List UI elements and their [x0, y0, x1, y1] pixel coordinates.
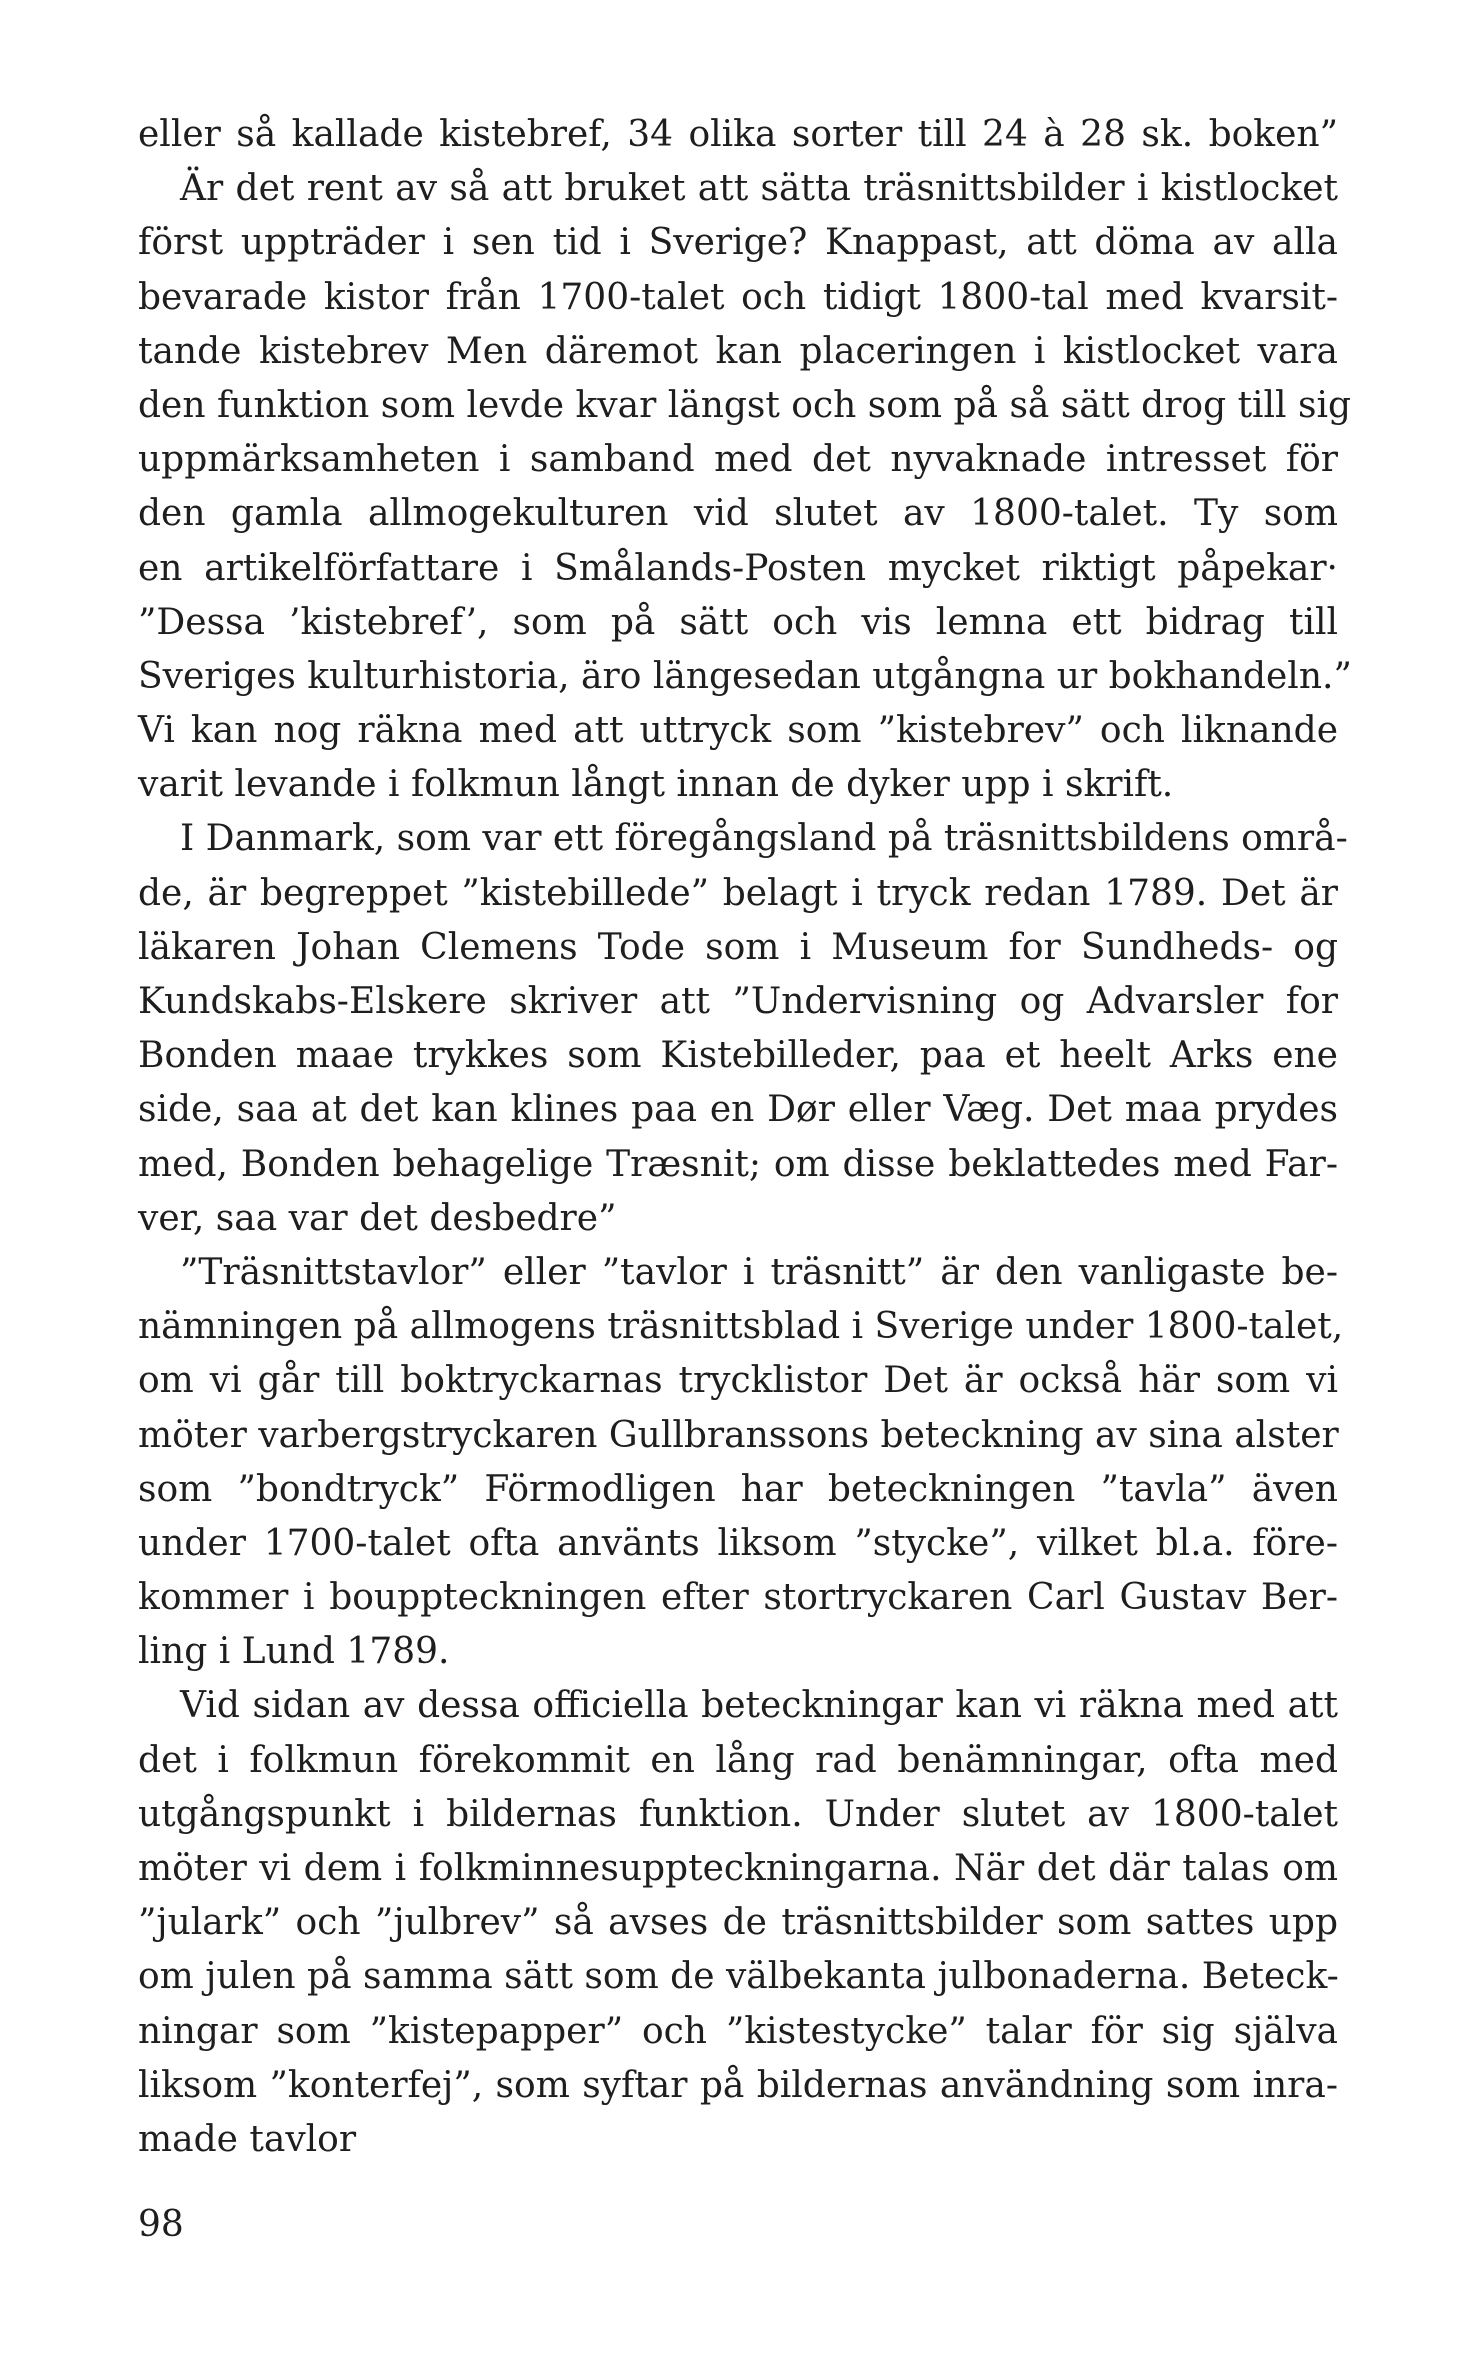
- text-line: Sveriges kulturhistoria, äro längesedan utgångna ur bokhandeln.”: [138, 655, 1352, 697]
- text-line: en artikelförfattare i Smålands-Posten mycket riktigt påpekar·: [138, 547, 1338, 589]
- text-line: Kundskabs-Elskere skriver att ”Undervisning og Advarsler for: [138, 981, 1338, 1022]
- text-line: den gamla allmogekulturen vid slutet av 1800-talet. Ty som: [138, 493, 1338, 535]
- book-page: [138, 108, 1352, 2338]
- text-line: Är det rent av så att bruket att sätta träsnittsbilder i kistlocket: [180, 168, 1338, 210]
- text-line: de, är begreppet ”kistebillede” belagt i tryck redan 1789. Det är: [138, 872, 1338, 914]
- text-line: made tavlor: [138, 2118, 357, 2160]
- text-line: som ”bondtryck” Förmodligen har beteckningen ”tavla” även: [138, 1468, 1338, 1510]
- text-line: utgångspunkt i bildernas funktion. Under slutet av 1800-talet: [138, 1793, 1338, 1835]
- text-line: Vid sidan av dessa officiella beteckningar kan vi räkna med att: [180, 1685, 1338, 1727]
- text-line: uppmärksamheten i samband med det nyvaknade intresset för: [138, 439, 1338, 481]
- text-line: den funktion som levde kvar längst och som på så sätt drog till sig: [138, 384, 1352, 426]
- text-line: side, saa at det kan klines paa en Dør eller Væg. Det maa prydes: [138, 1089, 1338, 1131]
- text-line: om vi går till boktryckarnas trycklistor Det är också här som vi: [138, 1360, 1338, 1402]
- text-line: I Danmark, som var ett föregångsland på träsnittsbildens områ-: [180, 818, 1348, 860]
- text-line: kommer i bouppteckningen efter stortryckaren Carl Gustav Ber-: [138, 1577, 1338, 1619]
- text-line: tande kistebrev Men däremot kan placeringen i kistlocket vara: [138, 330, 1338, 372]
- body-text: [138, 108, 1352, 2167]
- text-line: bevarade kistor från 1700-talet och tidigt 1800-tal med kvarsit-: [138, 276, 1338, 318]
- text-line: under 1700-talet ofta använts liksom ”stycke”, vilket bl.a. före-: [138, 1522, 1338, 1564]
- text-line: med, Bonden behagelige Træsnit; om disse beklattedes med Far-: [138, 1143, 1338, 1185]
- text-line: läkaren Johan Clemens Tode som i Museum for Sundheds- og: [138, 926, 1338, 968]
- text-line: ver, saa var det desbedre”: [138, 1197, 617, 1239]
- text-line: eller så kallade kistebref, 34 olika sorter till 24 à 28 sk. boken”: [138, 114, 1338, 155]
- text-line: ”julark” och ”julbrev” så avses de träsnittsbilder som sattes upp: [138, 1902, 1338, 1944]
- text-line: Bonden maae trykkes som Kistebilleder, paa et heelt Arks ene: [138, 1035, 1338, 1077]
- page-number: 98: [138, 2204, 184, 2245]
- text-line: om julen på samma sätt som de välbekanta julbonaderna. Beteck-: [138, 1956, 1339, 1998]
- text-line: ”Dessa ’kistebref’, som på sätt och vis lemna ett bidrag till: [138, 601, 1338, 643]
- text-line: Vi kan nog räkna med att uttryck som ”kistebrev” och liknande: [138, 710, 1338, 752]
- text-line: möter vi dem i folkminnesuppteckningarna. När det där talas om: [138, 1848, 1338, 1889]
- text-line: möter varbergstryckaren Gullbranssons beteckning av sina alster: [138, 1414, 1339, 1456]
- text-line: nämningen på allmogens träsnittsblad i Sverige under 1800-talet,: [138, 1306, 1344, 1348]
- text-line: ”Träsnittstavlor” eller ”tavlor i träsnitt” är den vanligaste be-: [180, 1251, 1338, 1293]
- text-line: det i folkmun förekommit en lång rad benämningar, ofta med: [138, 1739, 1338, 1781]
- text-line: liksom ”konterfej”, som syftar på bildernas användning som inra-: [138, 2064, 1338, 2106]
- text-line: varit levande i folkmun långt innan de dyker upp i skrift.: [138, 764, 1174, 806]
- text-line: ningar som ”kistepapper” och ”kistestycke” talar för sig själva: [138, 2010, 1338, 2052]
- text-line: ling i Lund 1789.: [138, 1631, 450, 1673]
- text-line: först uppträder i sen tid i Sverige? Knappast, att döma av alla: [138, 222, 1338, 264]
